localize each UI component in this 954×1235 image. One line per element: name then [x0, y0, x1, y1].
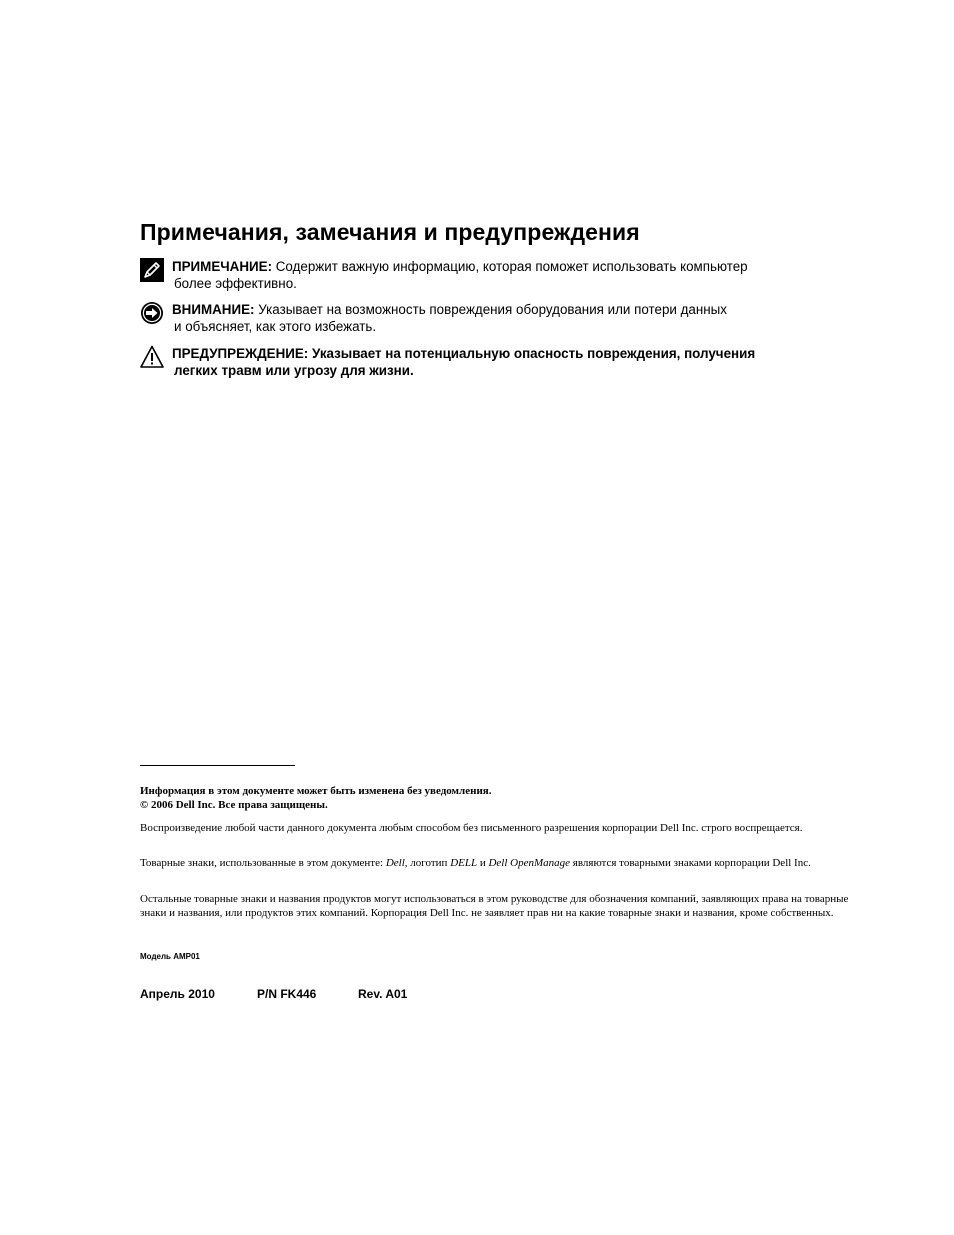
warning-label: ПРЕДУПРЕЖДЕНИЕ: [172, 346, 309, 361]
trademarks-prefix: Товарные знаки, использованные в этом документе: [140, 857, 386, 869]
trademarks-suffix: являются товарными знаками корпорации Dell Inc. [570, 857, 811, 869]
note-label: ПРИМЕЧАНИЕ: [172, 259, 273, 274]
notice-text-line2: и объясняет, как этого избежать. [174, 319, 377, 334]
legal-notice-block [140, 784, 850, 812]
trademarks-notice [140, 856, 850, 870]
trademarks-text [140, 856, 850, 870]
copyright-line: © 2006 Dell Inc. Все права защищены. [140, 799, 328, 811]
notice-callout [140, 301, 820, 335]
note-text-line1: Содержит важную информацию, которая поможет использовать компьютер [275, 259, 748, 274]
warning-text-line1: Указывает на потенциальную опасность повреждения, получения [312, 346, 756, 361]
page-title: Примечания, замечания и предупреждения [140, 219, 640, 245]
footnote-divider [140, 765, 295, 766]
other-trademarks-text: Остальные товарные знаки и названия продуктов могут использоваться в этом руководстве для обозначения компаний, заявляющих права на товарные знаки и названия, или продуктов этих компаний. Корпорация Dell Inc. не заявляет прав ни на какие товарные знаки и названия, кроме собственных. [140, 893, 849, 919]
change-notice: Информация в этом документе может быть изменена без уведомления. [140, 785, 492, 797]
trademarks-and: и [477, 857, 489, 869]
trademarks-logo-text: , логотип [404, 857, 451, 869]
other-trademarks-notice [140, 892, 850, 920]
note-text-line2: более эффективно. [174, 276, 297, 291]
warning-callout [140, 345, 820, 379]
revision: Rev. A01 [358, 987, 408, 1001]
notice-label: ВНИМАНИЕ: [172, 302, 255, 317]
trademark-dell-logo: DELL [450, 857, 478, 869]
trademark-openmanage: Dell OpenManage [488, 857, 571, 869]
publication-date: Апрель 2010 [140, 987, 215, 1001]
pencil-note-icon [140, 258, 164, 282]
part-number: P/N FK446 [257, 987, 317, 1001]
model-number: Модель AMP01 [140, 952, 200, 961]
reproduction-text: Воспроизведение любой части данного документа любым способом без письменного разрешения корпорации Dell Inc. строго воспрещается. [140, 822, 803, 834]
warning-text-line2: легких травм или угрозу для жизни. [174, 363, 414, 378]
warning-triangle-icon [140, 345, 164, 369]
trademark-dell: Dell [385, 857, 405, 869]
notice-text-line1: Указывает на возможность повреждения оборудования или потери данных [258, 302, 727, 317]
notice-arrow-icon [140, 301, 164, 325]
note-callout [140, 258, 820, 292]
reproduction-notice [140, 821, 850, 835]
